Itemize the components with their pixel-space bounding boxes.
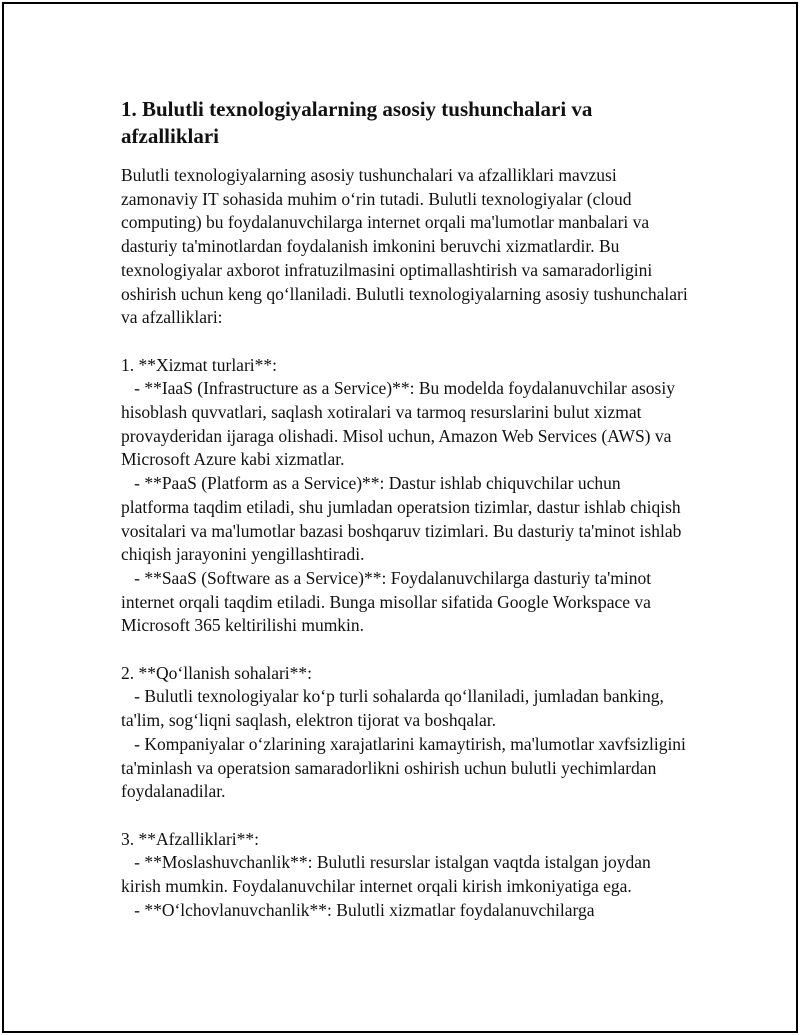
body-text: Bulutli texnologiyalarning asosiy tushunchalari va afzalliklari mavzusi zamonaviy IT sohasida muhim o‘rin tutadi. Bulutli texnologiyalar (cloud computing) bu foydalanuvchilarga internet orqali ma'lumotlar manbalari va dasturiy ta'minotlardan foydalanish imkonini beruvchi xizmatlardir. Bu texnologiyalar axborot infratuzilmasini optimallashtirish va samaradorligini oshirish uchun keng qo‘llaniladi. Bulutli texnologiyalarning asosiy tushunchalari va afzalliklari: 1. **Xizmat turlari**: - **IaaS (Infrastructure as a Service)**: Bu modelda foydalanuvchilar asosiy hisoblash quvvatlari, saqlash xotiralari va tarmoq resurslarini bulut xizmat provayderidan ijaraga olishadi. Misol uchun, Amazon Web Services (AWS) va Microsoft Azure kabi xizmatlar. - **PaaS (Platform as a Service)**: Dastur ishlab chiquvchilar uchun platforma taqdim etiladi, shu jumladan operatsion tizimlar, dastur ishlab chiqish vositalari va ma'lumotlar bazasi boshqaruv tizimlari. Bu dasturiy ta'minot ishlab chiqish jarayonini yengillashtiradi. - **SaaS (Software as a Service)**: Foydalanuvchilarga dasturiy ta'minot internet orqali taqdim etiladi. Bunga misollar sifatida Google Workspace va Microsoft 365 keltirilishi mumkin. 2. **Qo‘llanish sohalari**: - Bulutli texnologiyalar ko‘p turli sohalarda qo‘llaniladi, jumladan banking, ta'lim, sog‘liqni saqlash, elektron tijorat va boshqalar. - Kompaniyalar o‘zlarining xarajatlarini kamaytirish, ma'lumotlar xavfsizligini ta'minlash va operatsion samaradorlikni oshirish uchun bulutli yechimlardan foydalanadilar. 3. **Afzalliklari**: - **Moslashuvchanlik**: Bulutli resurslar istalgan vaqtda istalgan joydan kirish mumkin. Foydalanuvchilar internet orqali kirish imkoniyatiga ega. - **O‘lchovlanuvchanlik**: Bulutli xizmatlar foydalanuvchilarga — [121, 165, 688, 920]
document-content — [121, 96, 691, 923]
section-heading: 1. Bulutli texnologiyalarning asosiy tushunchalari va afzalliklari — [121, 97, 593, 148]
document-page — [2, 2, 798, 1033]
